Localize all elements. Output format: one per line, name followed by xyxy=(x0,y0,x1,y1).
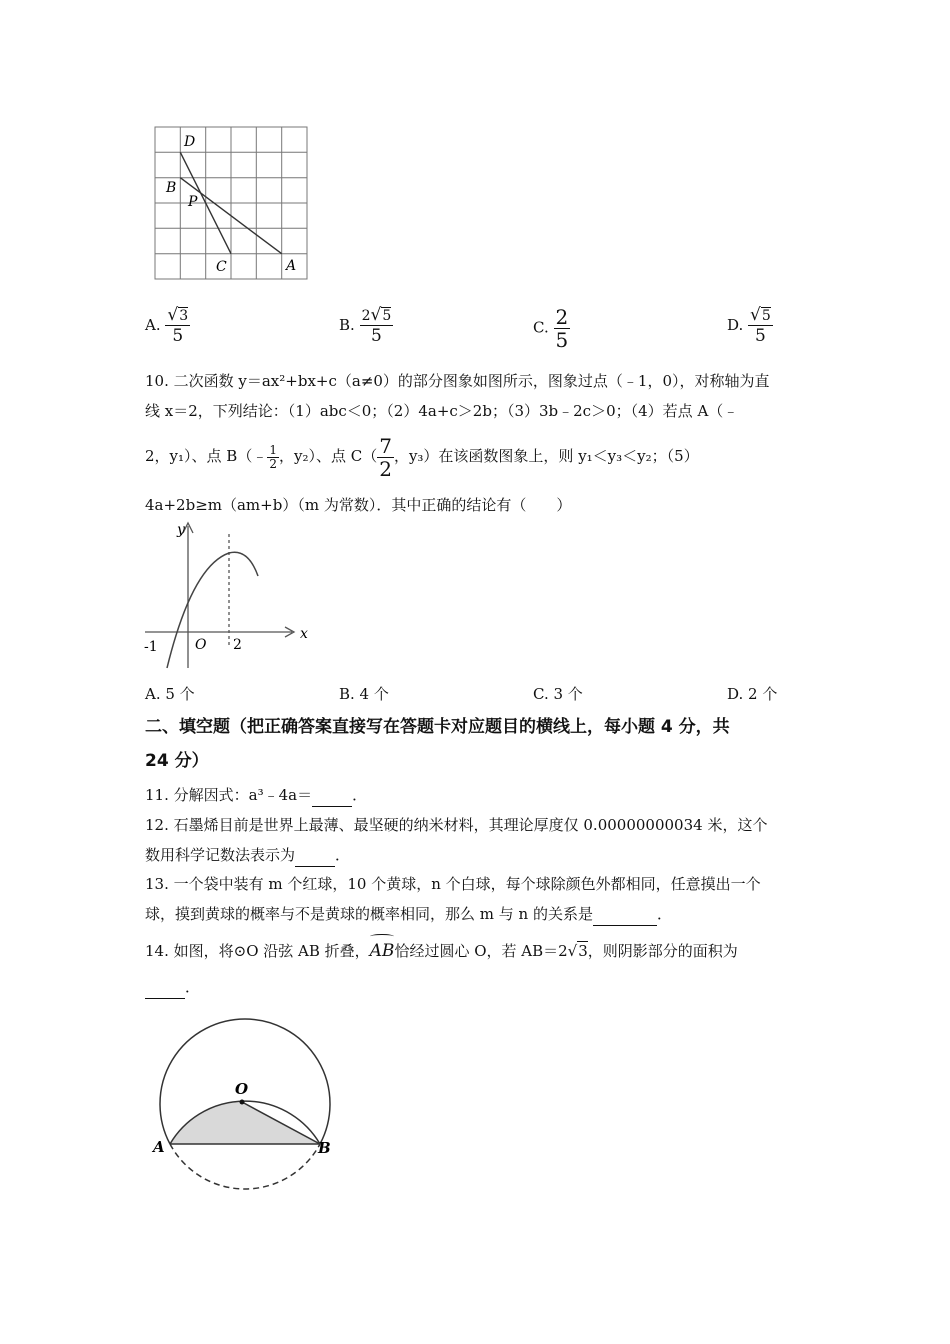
q11: 11. 分解因式：a³﹣4a＝ ． xyxy=(145,784,367,807)
label-c: C xyxy=(216,259,227,275)
q13-line-2: 球，摸到黄球的概率与不是黄球的概率相同，那么 m 与 n 的关系是 ． xyxy=(145,903,672,926)
q14-circle-figure xyxy=(150,1012,340,1197)
q10-frac-half: $\frac{1}{2}$ xyxy=(269,442,277,471)
q10-line-2: 线 x＝2，下列结论：（1）abc＜0；（2）4a+c＞2b；（3）3b﹣2c＞0；（4）若点 A（﹣ xyxy=(145,402,739,420)
q10-option-b: B. 4 个 xyxy=(339,685,389,703)
q9-option-c: C. $\frac{2}{5}$ xyxy=(533,305,569,352)
q12-answer-blank xyxy=(295,844,335,867)
label-p: P xyxy=(188,194,198,210)
q14-arc-ab: AB xyxy=(370,938,395,962)
q14-line-1: 14. 如图，将⊙O 沿弦 AB 折叠， AB恰经过圆心 O，若 AB＝2√3，则阴影部分的面积为 xyxy=(145,938,738,962)
label-d: D xyxy=(184,134,196,150)
q10-frac-seven-half: $\frac{7}{2}$ xyxy=(379,433,392,481)
label-a: A xyxy=(153,1138,165,1156)
q9-option-a: A. $\frac{√3}{5}$ xyxy=(145,305,189,346)
label-b: B xyxy=(166,180,177,196)
label-x: x xyxy=(300,626,308,642)
label-origin: O xyxy=(195,637,207,653)
label-neg-one: -1 xyxy=(144,639,158,655)
q10-line-4: 4a+2b≥m（am+b）（m 为常数）．其中正确的结论有（ ） xyxy=(145,496,572,514)
q14-line-2: ． xyxy=(145,976,200,999)
label-two: 2 xyxy=(233,637,242,653)
label-o: O xyxy=(235,1080,249,1098)
center-o-dot xyxy=(240,1100,245,1105)
grid-lines xyxy=(155,127,307,279)
section-2-heading-line-2: 24 分） xyxy=(145,751,209,771)
q11-answer-blank xyxy=(312,784,352,807)
section-2-heading-line-1: 二、填空题（把正确答案直接写在答题卡对应题目的横线上，每小题 4 分，共 xyxy=(145,717,730,737)
option-b-fraction: $\frac{2√5}{5}$ xyxy=(361,305,392,346)
label-y: y xyxy=(177,522,185,538)
q14-answer-blank xyxy=(145,976,185,999)
parabola-curve xyxy=(167,552,258,668)
q13-answer-blank xyxy=(593,903,657,926)
q13-line-1: 13. 一个袋中装有 m 个红球，10 个黄球，n 个白球，每个球除颜色外都相同，任意摸出一个 xyxy=(145,875,761,893)
option-c-fraction: $\frac{2}{5}$ xyxy=(555,305,569,352)
q9-option-d: D. $\frac{√5}{5}$ xyxy=(727,305,771,346)
option-a-fraction: $\frac{√3}{5}$ xyxy=(167,305,189,346)
q10-line-3: 2，y₁）、点 B（﹣ $\frac{1}{2}$ ，y₂）、点 C（ $\frac{7}{2}$ ，y₃）在该函数图象上，则 y₁＜y₃＜y₂；（5） xyxy=(145,433,699,481)
circle-lower-arc-dashed xyxy=(170,1144,320,1189)
q12-line-2: 数用科学记数法表示为 ． xyxy=(145,844,350,867)
label-b: B xyxy=(318,1139,331,1157)
q10-option-c: C. 3 个 xyxy=(533,685,583,703)
shaded-region xyxy=(170,1102,320,1144)
q10-parabola-graph xyxy=(140,518,315,673)
q10-option-d: D. 2 个 xyxy=(727,685,778,703)
q10-line-1: 10. 二次函数 y＝ax²+bx+c（a≠0）的部分图象如图所示，图象过点（﹣1，0），对称轴为直 xyxy=(145,372,770,390)
q10-option-a: A. 5 个 xyxy=(145,685,195,703)
label-a: A xyxy=(286,258,297,274)
q9-option-b: B. $\frac{2√5}{5}$ xyxy=(339,305,392,346)
option-d-fraction: $\frac{√5}{5}$ xyxy=(750,305,771,346)
q12-line-1: 12. 石墨烯目前是世界上最薄、最坚硬的纳米材料，其理论厚度仅 0.00000000034 米，这个 xyxy=(145,816,768,834)
q9-grid-figure xyxy=(150,122,315,287)
